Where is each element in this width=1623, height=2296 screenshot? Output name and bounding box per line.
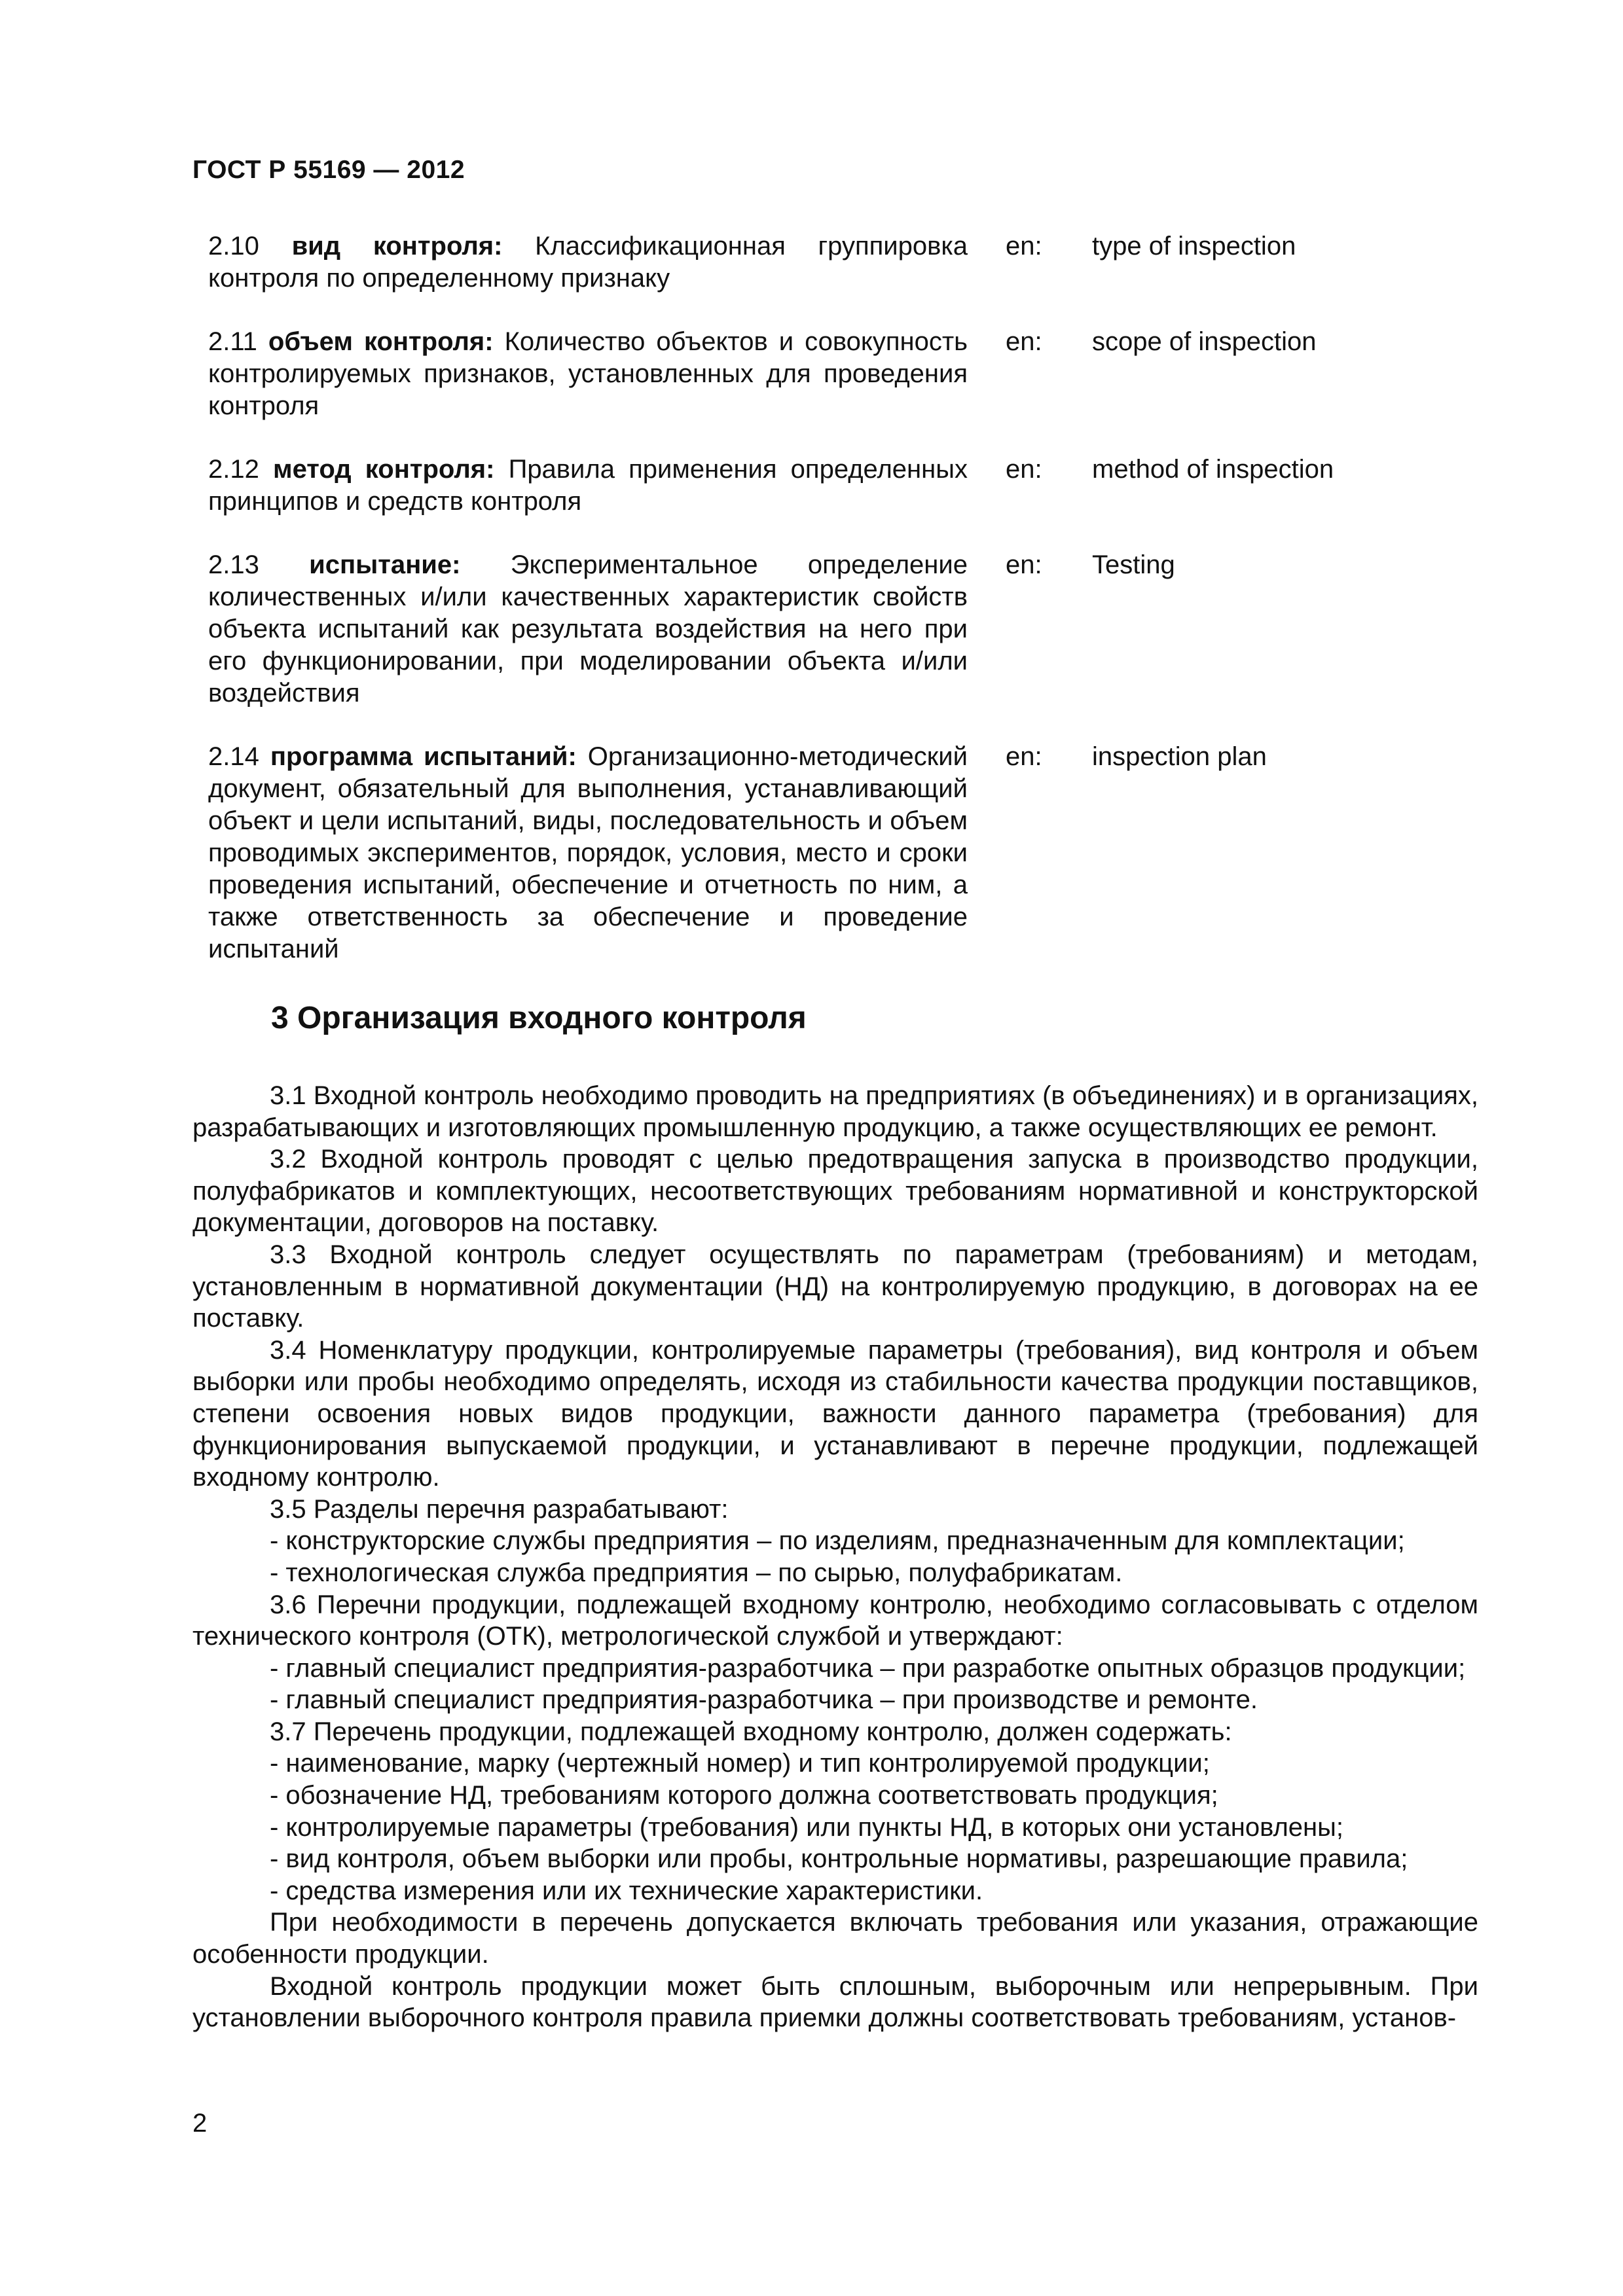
term-entry-2-13 <box>208 549 1478 709</box>
term-lang-label: en: <box>1006 327 1042 356</box>
list-item: - средства измерения или их технические характеристики. <box>270 1876 983 1905</box>
list-item: - вид контроля, объем выборки или пробы, контрольные нормативы, разрешающие правила; <box>270 1844 1408 1874</box>
term-name: программа испытаний: <box>270 742 577 771</box>
term-text: Классификационная группировка контроля по определенному признаку <box>208 232 968 293</box>
term-lang-label: en: <box>1006 550 1042 579</box>
term-definition <box>208 454 968 518</box>
term-name: вид контроля: <box>291 232 503 260</box>
term-number: 2.14 <box>208 742 259 771</box>
term-lang-label: en: <box>1006 455 1042 484</box>
list-item: - обозначение НД, требованиям которого должна соответствовать продукция; <box>270 1781 1218 1810</box>
term-english: inspection plan <box>1092 742 1267 771</box>
term-lang-label: en: <box>1006 742 1042 771</box>
section-title: 3 Организация входного контроля <box>271 1001 807 1035</box>
list-item: - технологическая служба предприятия – по сырью, полуфабрикатам. <box>270 1558 1123 1587</box>
term-number: 2.11 <box>208 327 257 356</box>
terms-list <box>208 230 1478 997</box>
term-name: объем контроля: <box>268 327 494 356</box>
paragraph: 3.6 Перечни продукции, подлежащей входному контролю, необходимо согласовывать с отделом технического контроля (ОТК), метрологической службой и утверждают: <box>192 1590 1478 1651</box>
page-number: 2 <box>192 2109 208 2138</box>
term-english: Testing <box>1092 550 1175 579</box>
term-number: 2.10 <box>208 232 259 260</box>
term-text: Правила применения определенных принципов и средств контроля <box>208 455 968 516</box>
paragraph: Входной контроль продукции может быть сплошным, выборочным или непрерывным. При установлении выборочного контроля правила приемки должны соответствовать требованиям, установ- <box>192 1971 1478 2033</box>
paragraph: 3.7 Перечень продукции, подлежащей входному контролю, должен содержать: <box>270 1717 1232 1746</box>
list-item: - главный специалист предприятия-разработчика – при производстве и ремонте. <box>270 1685 1258 1715</box>
term-english: method of inspection <box>1092 455 1334 484</box>
term-definition <box>208 549 968 709</box>
term-definition <box>208 230 968 295</box>
term-english: type of inspection <box>1092 232 1296 260</box>
term-text: Количество объектов и совокупность контролируемых признаков, установленных для проведения контроля <box>208 327 968 420</box>
list-item: - главный специалист предприятия-разработчика – при разработке опытных образцов продукции; <box>270 1653 1466 1683</box>
term-english: scope of inspection <box>1092 327 1317 356</box>
document-header: ГОСТ Р 55169 — 2012 <box>192 156 465 184</box>
term-number: 2.12 <box>208 455 259 484</box>
term-name: испытание: <box>309 550 461 579</box>
term-entry-2-12 <box>208 454 1478 518</box>
paragraph: 3.2 Входной контроль проводят с целью предотвращения запуска в производство продукции, полуфабрикатов и комплектующих, несоответствующих требованиям нормативной и конструкторской документации, договоров на поставку. <box>192 1145 1478 1238</box>
term-text: Экспериментальное определение количественных и/или качественных характеристик свойств объекта испытаний как результата воздействия на него при его функционировании, при моделировании объекта и/или воздействия <box>208 550 968 708</box>
term-lang-label: en: <box>1006 232 1042 260</box>
term-entry-2-14 <box>208 741 1478 965</box>
term-entry-2-10 <box>208 230 1478 295</box>
term-text: Организационно-методический документ, обязательный для выполнения, устанавливающий объект и цели испытаний, виды, последовательность и объем проводимых экспериментов, порядок, условия, место и сроки проведения испытаний, обеспечение и отчетность по ним, а также ответственность за обеспечение и проведение испытаний <box>208 742 968 963</box>
section-body <box>192 1080 1478 2034</box>
paragraph: 3.1 Входной контроль необходимо проводить на предприятиях (в объединениях) и в организациях, разрабатывающих и изготовляющих промышленную продукцию, а также осуществляющих ее ремонт. <box>192 1081 1478 1142</box>
term-entry-2-11 <box>208 326 1478 422</box>
term-name: метод контроля: <box>273 455 495 484</box>
list-item: - конструкторские службы предприятия – по изделиям, предназначенным для комплектации; <box>270 1526 1405 1556</box>
term-number: 2.13 <box>208 550 259 579</box>
list-item: - контролируемые параметры (требования) или пункты НД, в которых они установлены; <box>270 1812 1343 1842</box>
paragraph: 3.3 Входной контроль следует осуществлять по параметрам (требованиям) и методам, установленным в нормативной документации (НД) на контролируемую продукцию, в договорах на ее поставку. <box>192 1240 1478 1333</box>
paragraph: 3.4 Номенклатуру продукции, контролируемые параметры (требования), вид контроля и объем выборки или пробы необходимо определять, исходя из стабильности качества продукции поставщиков, степени освоения новых видов продукции, важности данного параметра (требования) для функционирования выпускаемой продукции, и устанавливают в перечне продукции, подлежащей входному контролю. <box>192 1335 1478 1492</box>
paragraph: 3.5 Разделы перечня разрабатывают: <box>270 1494 729 1524</box>
paragraph: При необходимости в перечень допускается включать требования или указания, отражающие особенности продукции. <box>192 1908 1478 1969</box>
term-definition <box>208 741 968 965</box>
term-definition <box>208 326 968 422</box>
list-item: - наименование, марку (чертежный номер) и тип контролируемой продукции; <box>270 1749 1210 1778</box>
